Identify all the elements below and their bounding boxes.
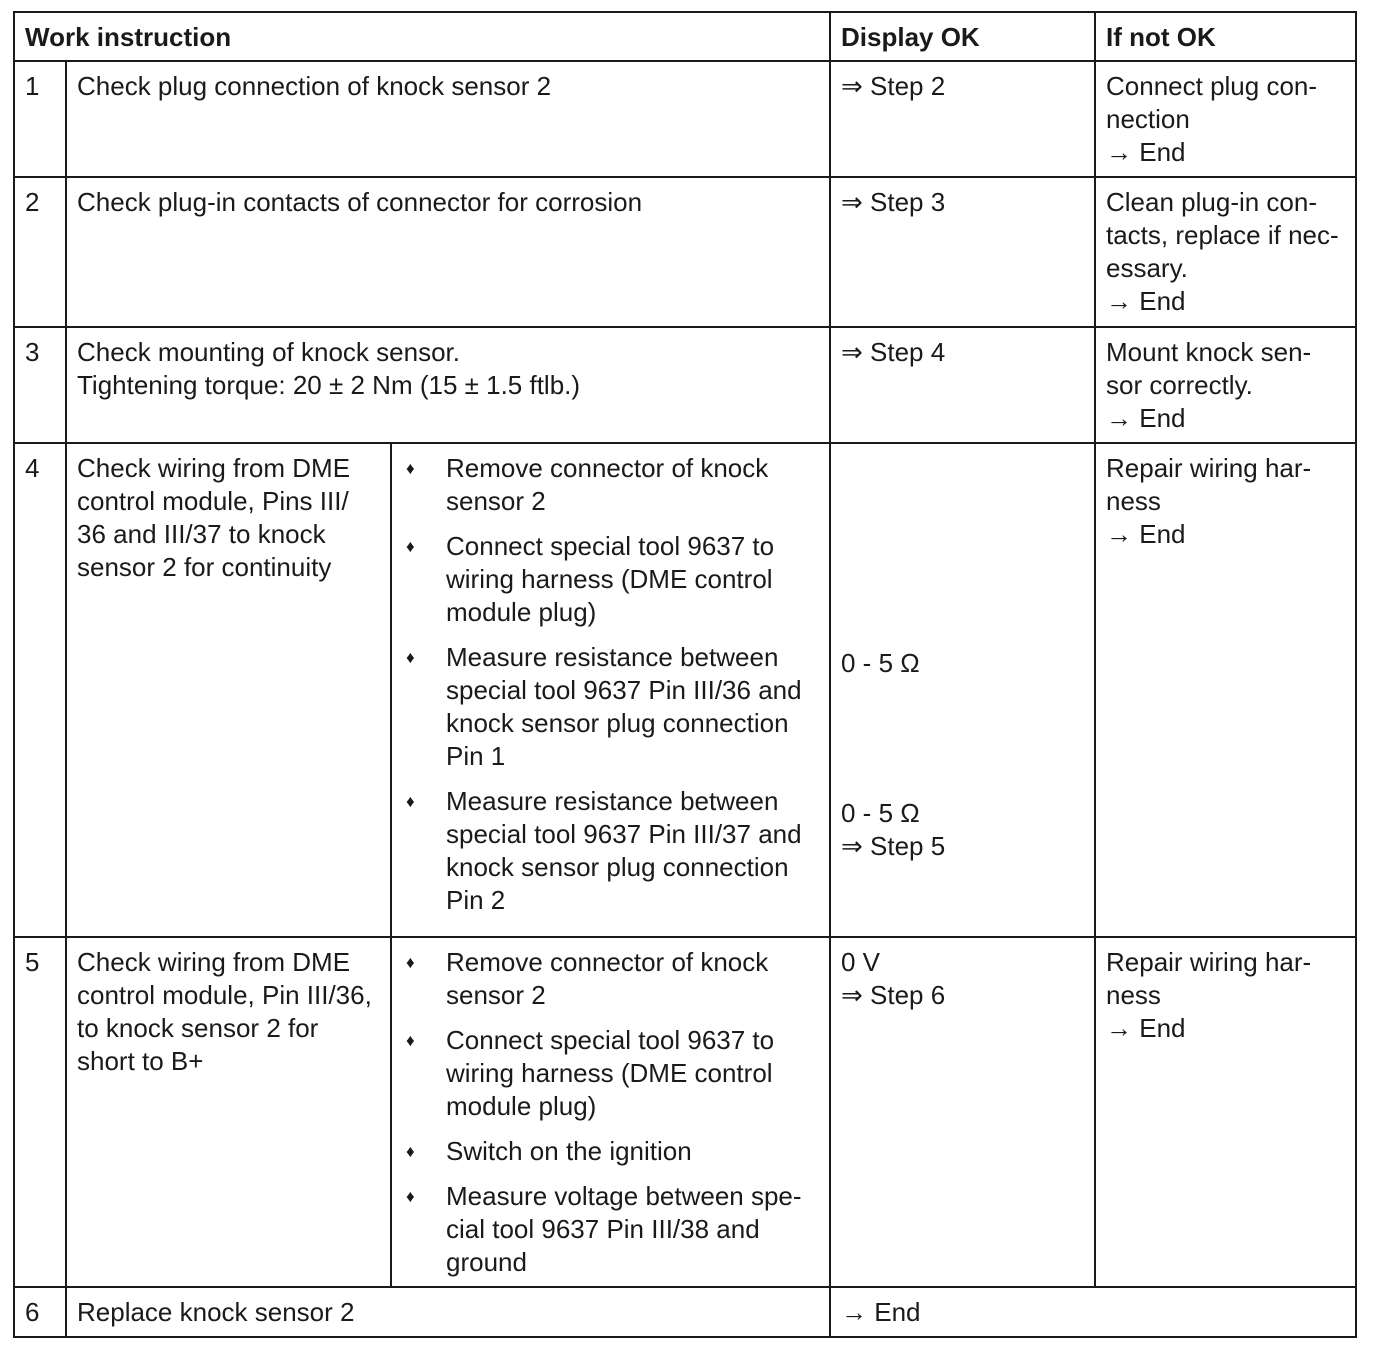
sub-step-line: knock sensor plug connection [446, 852, 789, 882]
if-not-ok-cell [1095, 443, 1356, 937]
if-not-ok-cell [1095, 937, 1356, 1287]
step-number: 5 [14, 937, 66, 1287]
sub-step-line: Remove connector of knock [446, 947, 769, 977]
sub-step-line: Pin 2 [446, 885, 506, 915]
sub-step-line: Connect special tool 9637 to [446, 1025, 775, 1055]
instruction-text [66, 937, 391, 1287]
sub-step-line: Pin 1 [446, 741, 506, 771]
if-not-ok-line: Repair wiring har- [1106, 453, 1312, 483]
instruction-line: 36 and III/37 to knock [77, 519, 326, 549]
sub-step [402, 785, 819, 917]
if-not-ok-line: → End [1106, 403, 1186, 433]
sub-step-line: sensor 2 [446, 980, 546, 1010]
if-not-ok-line: sor correctly. [1106, 370, 1253, 400]
if-not-ok-line: Mount knock sen- [1106, 337, 1312, 367]
if-not-ok-line: Repair wiring har- [1106, 947, 1312, 977]
instruction-line: control module, Pin III/36, [77, 980, 372, 1010]
table-row [14, 937, 1356, 1287]
sub-steps-cell [391, 937, 830, 1287]
diamond-bullet-icon: ♦ [406, 1031, 415, 1050]
sub-step [402, 1135, 819, 1168]
if-not-ok-line: Connect plug con- [1106, 71, 1318, 101]
if-not-ok-line: ness [1106, 486, 1161, 516]
sub-step-line: Connect special tool 9637 to [446, 531, 775, 561]
sub-step-line: module plug) [446, 1091, 597, 1121]
sub-step-line: module plug) [446, 597, 597, 627]
work-instruction-table [13, 11, 1357, 1338]
sub-step-line: knock sensor plug connection [446, 708, 789, 738]
header-work-instruction: Work instruction [14, 12, 830, 61]
display-ok-value: ⇒ Step 5 [841, 831, 946, 861]
step-number: 2 [14, 177, 66, 327]
diamond-bullet-icon: ♦ [406, 1187, 415, 1206]
instruction-line: Check wiring from DME [77, 947, 351, 977]
instruction-text: Check plug connection of knock sensor 2 [66, 61, 830, 177]
sub-step [402, 946, 819, 1012]
instruction-line: sensor 2 for continuity [77, 552, 332, 582]
instruction-line: Check mounting of knock sensor. [77, 337, 460, 367]
sub-step-line: Measure voltage between spe- [446, 1181, 802, 1211]
display-ok-value: ⇒ Step 6 [841, 980, 946, 1010]
sub-step-line: Measure resistance between [446, 786, 779, 816]
if-not-ok-cell [1095, 177, 1356, 327]
sub-step-line: cial tool 9637 Pin III/38 and [446, 1214, 760, 1244]
instruction-text [66, 443, 391, 937]
table-row [14, 177, 1356, 327]
step-number: 4 [14, 443, 66, 937]
instruction-text: Replace knock sensor 2 [66, 1287, 830, 1337]
step-number: 3 [14, 327, 66, 443]
if-not-ok-line: Clean plug-in con- [1106, 187, 1318, 217]
if-not-ok-line: → End [1106, 1013, 1186, 1043]
sub-step-line: special tool 9637 Pin III/36 and [446, 675, 802, 705]
if-not-ok-line: tacts, replace if nec- [1106, 220, 1339, 250]
sub-step-line: sensor 2 [446, 486, 546, 516]
diamond-bullet-icon: ♦ [406, 953, 415, 972]
sub-step [402, 452, 819, 518]
if-not-ok-line: → End [1106, 519, 1186, 549]
if-not-ok-cell [1095, 61, 1356, 177]
if-not-ok-line: → End [1106, 137, 1186, 167]
instruction-line: Tightening torque: 20 ± 2 Nm (15 ± 1.5 ftlb.) [77, 370, 581, 400]
display-ok-value: 0 - 5 Ω [841, 798, 920, 828]
diamond-bullet-icon: ♦ [406, 648, 415, 667]
display-ok-value: 0 V [841, 947, 881, 977]
display-ok-cell [830, 443, 1095, 937]
sub-step-line: ground [446, 1247, 527, 1277]
table-row [14, 443, 1356, 937]
instruction-line: to knock sensor 2 for [77, 1013, 319, 1043]
table-row [14, 61, 1356, 177]
display-ok-cell [830, 937, 1095, 1287]
instruction-text: Check plug-in contacts of connector for corrosion [66, 177, 830, 327]
sub-step-line: wiring harness (DME control [446, 1058, 773, 1088]
header-if-not-ok: If not OK [1095, 12, 1356, 61]
if-not-ok-line: nection [1106, 104, 1190, 134]
sub-step-line: special tool 9637 Pin III/37 and [446, 819, 802, 849]
display-ok-cell: ⇒ Step 2 [830, 61, 1095, 177]
diamond-bullet-icon: ♦ [406, 537, 415, 556]
diamond-bullet-icon: ♦ [406, 1142, 415, 1161]
sub-step-line: Switch on the ignition [446, 1136, 692, 1166]
sub-step [402, 641, 819, 773]
instruction-line: short to B+ [77, 1046, 204, 1076]
header-display-ok: Display OK [830, 12, 1095, 61]
sub-step-line: Remove connector of knock [446, 453, 769, 483]
display-ok-cell: ⇒ Step 3 [830, 177, 1095, 327]
display-ok-cell: ⇒ Step 4 [830, 327, 1095, 443]
instruction-line: Check wiring from DME [77, 453, 351, 483]
if-not-ok-line: ness [1106, 980, 1161, 1010]
instruction-line: control module, Pins III/ [77, 486, 349, 516]
sub-step [402, 530, 819, 629]
step-number: 1 [14, 61, 66, 177]
table-row [14, 327, 1356, 443]
sub-steps-cell [391, 443, 830, 937]
display-ok-cell: → End [830, 1287, 1356, 1337]
table-row [14, 1287, 1356, 1337]
sub-step-line: wiring harness (DME control [446, 564, 773, 594]
header-row [14, 12, 1356, 61]
sub-step [402, 1180, 819, 1279]
if-not-ok-cell [1095, 327, 1356, 443]
diamond-bullet-icon: ♦ [406, 792, 415, 811]
step-number: 6 [14, 1287, 66, 1337]
sub-step-line: Measure resistance between [446, 642, 779, 672]
diamond-bullet-icon: ♦ [406, 459, 415, 478]
display-ok-value: 0 - 5 Ω [841, 648, 920, 678]
if-not-ok-line: → End [1106, 286, 1186, 316]
instruction-text [66, 327, 830, 443]
sub-step [402, 1024, 819, 1123]
if-not-ok-line: essary. [1106, 253, 1188, 283]
